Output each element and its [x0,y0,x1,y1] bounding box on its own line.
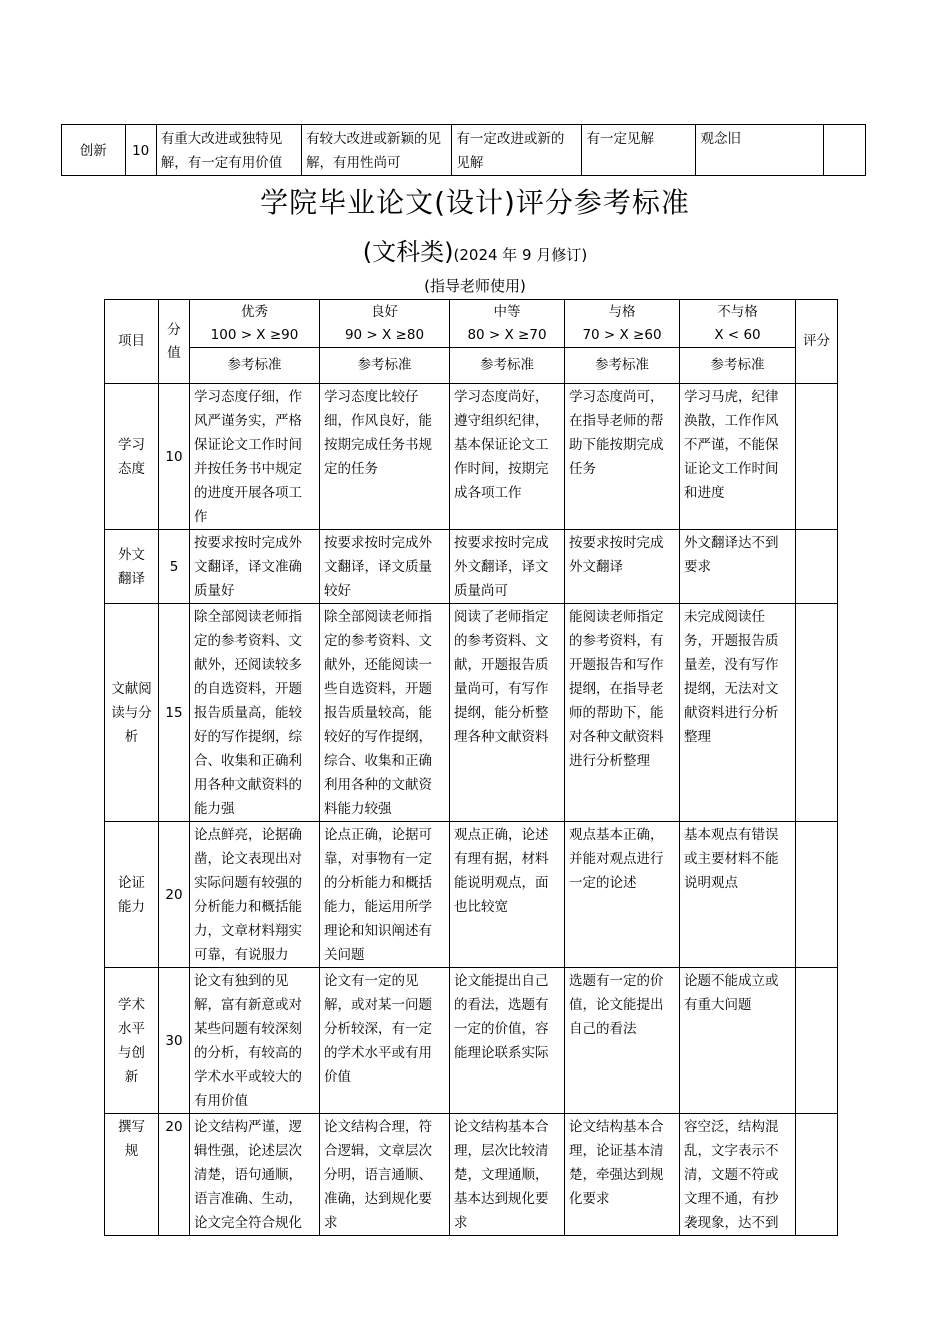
reference-label: 参考标准 [320,348,450,384]
reference-label: 参考标准 [680,348,796,384]
item-cell [105,968,159,1114]
table-row-academic [105,968,838,1114]
score-cell: 10 [159,384,190,530]
criteria-cell: 学习态度尚好，遵守组织纪律，基本保证论文工作时间，按期完成各项工作 [450,384,565,530]
revision-note: (2024 年 9 月修订) [453,246,588,264]
level-name: 不与格 [717,303,758,320]
header-row-levels [105,300,838,348]
item-line: 文献阅 [111,681,152,697]
level-medium [450,300,565,348]
criteria-cell: 论文结构基本合理，层次比较清楚，文理通顺，基本达到规化要求 [450,1114,565,1236]
item-cell [105,1114,159,1236]
criteria-cell: 学习态度尚可，在指导老师的帮助下能按期完成任务 [565,384,680,530]
level-range: 90 > X ≥80 [344,326,425,343]
reference-label: 参考标准 [190,348,320,384]
score-cell: 20 [159,1114,190,1236]
criteria-cell: 论文结构严谨，逻辑性强，论述层次清楚，语句通顺，语言准确、生动，论文完全符合规化 [190,1114,320,1236]
level-excellent [190,300,320,348]
grade-cell [823,125,865,176]
criteria-cell: 按要求按时完成外文翻译，译文质量尚可 [450,530,565,604]
item-line: 水平 [118,1021,145,1037]
criteria-cell: 能阅读老师指定的参考资料，有开题报告和写作提纲，在指导老师的帮助下，能对各种文献资料进行分析整理 [565,604,680,822]
level-name: 良好 [371,303,398,320]
level-good [320,300,450,348]
table-row-literature [105,604,838,822]
level-pass [565,300,680,348]
criteria-cell: 外文翻译达不到要求 [680,530,796,604]
level-fail [680,300,796,348]
grade-cell [796,968,838,1114]
grade-cell [796,384,838,530]
document-title: 学院毕业论文(设计)评分参考标准 [260,186,690,219]
reference-label: 参考标准 [565,348,680,384]
score-cell: 20 [159,822,190,968]
criteria-cell: 有较大改进或新颖的见解，有用性尚可 [302,125,452,176]
item-line: 能力 [118,899,145,915]
criteria-cell: 学习态度仔细，作风严谨务实，严格保证论文工作时间并按任务书中规定的进度开展各项工作 [190,384,320,530]
user-note: (指导老师使用) [424,277,526,295]
level-range: 80 > X ≥70 [467,326,547,343]
reference-label: 参考标准 [450,348,565,384]
criteria-cell: 除全部阅读老师指定的参考资料、文献外，还阅读较多的自选资料，开题报告质量高，能较好的写作提纲，综合、收集和正确利用各种文献资料的能力强 [190,604,320,822]
criteria-cell: 学习态度比较仔细，作风良好，能按期完成任务书规定的任务 [320,384,450,530]
previous-table-tail [61,124,866,176]
criteria-cell: 有重大改进或独特见解，有一定有用价值 [156,125,301,176]
criteria-cell: 论文有一定的见解，或对某一问题分析较深，有一定的学术水平或有用价值 [320,968,450,1114]
header-grade: 评分 [796,300,838,384]
criteria-cell: 按要求按时完成外文翻译，译文质量较好 [320,530,450,604]
grade-cell [796,604,838,822]
item-line: 学习 [118,437,145,453]
item-line: 学术 [118,997,145,1013]
grade-cell [796,822,838,968]
item-line: 规 [124,1143,139,1159]
criteria-cell: 学习马虎，纪律涣散，工作作风不严谨，不能保证论文工作时间和进度 [680,384,796,530]
item-line: 与创 [118,1045,145,1061]
criteria-cell: 选题有一定的价值，论文能提出自己的看法 [565,968,680,1114]
criteria-cell: 论文结构基本合理，论证基本清楚，牵强达到规化要求 [565,1114,680,1236]
criteria-cell: 容空泛，结构混乱，文字表示不清，文题不符或文理不通，有抄袭现象，达不到 [680,1114,796,1236]
grade-cell [796,530,838,604]
score-cell: 15 [159,604,190,822]
criteria-cell: 基本观点有错误或主要材料不能说明观点 [680,822,796,968]
score-cell: 30 [159,968,190,1114]
level-range: 100 > X ≥90 [210,326,299,343]
subtitle-main: (文科类) [362,238,454,266]
criteria-cell: 有一定见解 [582,125,696,176]
item-line: 外文 [118,547,145,563]
header-row-reference [105,348,838,384]
criteria-cell: 未完成阅读任务，开题报告质量差，没有写作提纲，无法对文献资料进行分析整理 [680,604,796,822]
level-name: 优秀 [241,303,268,320]
header-item: 项目 [105,300,159,384]
header-score: 分值 [159,300,190,384]
criteria-cell: 论文结构合理，符合逻辑，文章层次分明，语言通顺、准确，达到规化要求 [320,1114,450,1236]
level-name: 中等 [493,303,521,320]
criteria-cell: 按要求按时完成外文翻译 [565,530,680,604]
item-line: 态度 [118,461,145,477]
table-row-writing [105,1114,838,1236]
document-subtitle [0,234,950,273]
item-line: 论证 [118,875,145,891]
score-cell: 5 [159,530,190,604]
level-name: 与格 [608,303,636,320]
level-range: 70 > X ≥60 [582,326,662,343]
item-line: 撰写 [118,1119,145,1135]
criteria-cell: 论点正确，论据可靠，对事物有一定的分析能力和概括能力，能运用所学理论和知识阐述有关问题 [320,822,450,968]
item-cell [105,604,159,822]
item-line: 新 [124,1069,139,1085]
item-cell [105,530,159,604]
criteria-cell: 论题不能成立或有重大问题 [680,968,796,1114]
criteria-cell: 观点正确，论述有理有据，材料能说明观点，面也比较宽 [450,822,565,968]
table-row-translation [105,530,838,604]
criteria-cell: 观念旧 [696,125,823,176]
table-row-attitude [105,384,838,530]
item-line: 读与分 [111,705,152,721]
grading-table [104,299,838,1236]
criteria-cell: 有一定改进或新的见解 [452,125,582,176]
table-row-innovation [62,125,866,176]
criteria-cell: 论文能提出自己的看法，选题有一定的价值，容能理论联系实际 [450,968,565,1114]
criteria-cell: 论点鲜亮，论据确凿，论文表现出对实际问题有较强的分析能力和概括能力，文章材料翔实可靠，有说服力 [190,822,320,968]
criteria-cell: 除全部阅读老师指定的参考资料、文献外，还能阅读一些自选资料，开题报告质量较高，能较好的写作提纲，综合、收集和正确利用各种的文献资料能力较强 [320,604,450,822]
criteria-cell: 观点基本正确，并能对观点进行一定的论述 [565,822,680,968]
criteria-cell: 按要求按时完成外文翻译，译文准确质量好 [190,530,320,604]
table-row-argument [105,822,838,968]
score-cell: 10 [125,125,156,176]
criteria-cell: 阅读了老师指定的参考资料、文献，开题报告质量尚可，有写作提纲，能分析整理各种文献资料 [450,604,565,822]
item-cell [105,822,159,968]
item-line: 翻译 [118,571,145,587]
level-range: X < 60 [714,326,761,343]
criteria-cell: 论文有独到的见解，富有新意或对某些问题有较深刻的分析，有较高的学术水平或较大的有用价值 [190,968,320,1114]
item-line: 析 [124,729,139,745]
item-cell [105,384,159,530]
grade-cell [796,1114,838,1236]
item-cell: 创新 [62,125,126,176]
